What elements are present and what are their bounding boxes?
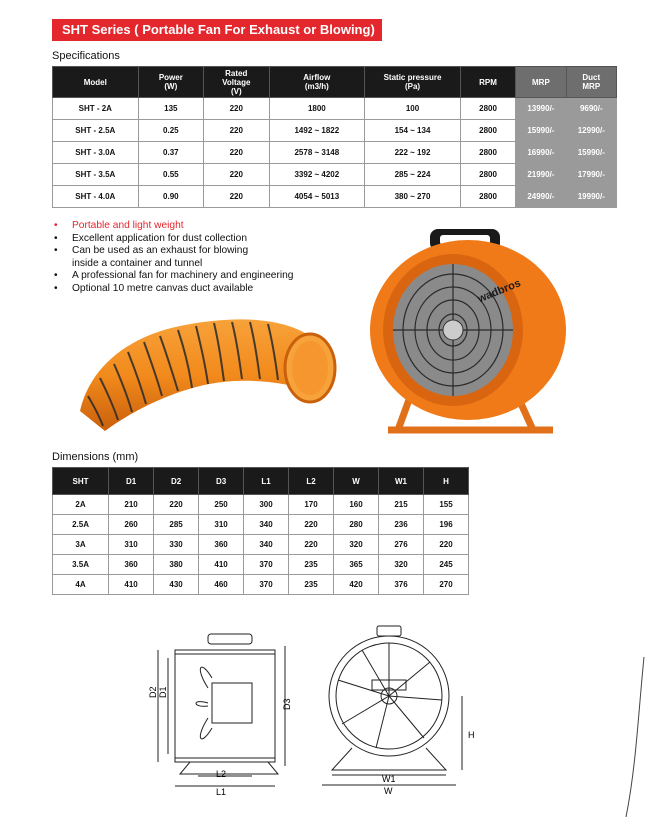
spec-cell: 2578 ~ 3148 xyxy=(269,142,365,164)
spec-cell: 135 xyxy=(138,98,203,120)
spec-cell: 0.25 xyxy=(138,120,203,142)
dim-cell: 270 xyxy=(423,575,468,595)
spec-cell: 24990/- xyxy=(516,186,566,208)
front-view-drawing xyxy=(312,620,482,798)
dim-cell: 215 xyxy=(379,495,424,515)
dim-cell: 310 xyxy=(109,535,154,555)
spec-cell: 0.37 xyxy=(138,142,203,164)
dim-cell: 285 xyxy=(154,515,199,535)
spec-col-static-pressure: Static pressure (Pa) xyxy=(365,67,461,98)
spec-col-power: Power (W) xyxy=(138,67,203,98)
dim-cell: 320 xyxy=(334,535,379,555)
dim-cell: 260 xyxy=(109,515,154,535)
spec-cell: 19990/- xyxy=(566,186,616,208)
dim-cell: 2A xyxy=(53,495,109,515)
dim-cell: 220 xyxy=(289,535,334,555)
dim-cell: 320 xyxy=(379,555,424,575)
dim-cell: 220 xyxy=(154,495,199,515)
dim-cell: 360 xyxy=(199,535,244,555)
spec-cell: 17990/- xyxy=(566,164,616,186)
dimensions-table xyxy=(52,467,469,595)
spec-header-row xyxy=(53,67,617,98)
spec-col-model: Model xyxy=(53,67,139,98)
dim-cell: 310 xyxy=(199,515,244,535)
dim-header-row xyxy=(53,468,469,495)
fan-product-image xyxy=(358,225,573,435)
drawing-housing xyxy=(175,650,275,762)
spec-cell: SHT - 3.5A xyxy=(53,164,139,186)
spec-cell: 15990/- xyxy=(516,120,566,142)
duct-opening-inner xyxy=(292,341,328,395)
dim-col-header: D3 xyxy=(199,468,244,495)
feature-item: • Excellent application for dust collection xyxy=(52,233,293,246)
dim-cell: 360 xyxy=(109,555,154,575)
spec-cell: 220 xyxy=(204,186,269,208)
spec-cell: 220 xyxy=(204,142,269,164)
spec-cell: SHT - 4.0A xyxy=(53,186,139,208)
spec-cell: 9690/- xyxy=(566,98,616,120)
drawing-stand xyxy=(180,762,278,774)
dim-cell: 210 xyxy=(109,495,154,515)
dim-col-header: W xyxy=(334,468,379,495)
spec-cell: 2800 xyxy=(460,186,515,208)
page-title: SHT Series ( Portable Fan For Exhaust or Blowing) xyxy=(52,19,382,41)
dim-cell: 170 xyxy=(289,495,334,515)
spec-cell: 222 ~ 192 xyxy=(365,142,461,164)
spec-cell: 154 ~ 134 xyxy=(365,120,461,142)
canvas-duct-image xyxy=(70,296,340,436)
spec-row xyxy=(53,142,617,164)
spec-cell: 4054 ~ 5013 xyxy=(269,186,365,208)
front-stand xyxy=(332,748,446,770)
dim-cell: 235 xyxy=(289,575,334,595)
dim-cell: 220 xyxy=(423,535,468,555)
spec-cell: 2800 xyxy=(460,142,515,164)
spec-col-rpm: RPM xyxy=(460,67,515,98)
dim-col-header: L2 xyxy=(289,468,334,495)
feature-continuation-text: inside a container and tunnel xyxy=(72,257,203,269)
dim-cell: 410 xyxy=(199,555,244,575)
dim-cell: 380 xyxy=(154,555,199,575)
dim-col-header: D2 xyxy=(154,468,199,495)
dim-cell: 250 xyxy=(199,495,244,515)
spec-col-mrp: MRP xyxy=(516,67,566,98)
dim-cell: 420 xyxy=(334,575,379,595)
spec-cell: 220 xyxy=(204,120,269,142)
dim-cell: 276 xyxy=(379,535,424,555)
dim-col-header: L1 xyxy=(244,468,289,495)
label-w1: W1 xyxy=(382,774,396,784)
spec-cell: 3392 ~ 4202 xyxy=(269,164,365,186)
feature-item-continuation xyxy=(52,258,293,271)
dim-row xyxy=(53,495,469,515)
dim-cell: 330 xyxy=(154,535,199,555)
spec-cell: 2800 xyxy=(460,120,515,142)
spec-cell: 12990/- xyxy=(566,120,616,142)
dim-cell: 340 xyxy=(244,535,289,555)
feature-item: • Portable and light weight xyxy=(52,220,293,233)
spec-cell: 285 ~ 224 xyxy=(365,164,461,186)
dim-cell: 245 xyxy=(423,555,468,575)
dim-cell: 376 xyxy=(379,575,424,595)
spec-cell: 2800 xyxy=(460,164,515,186)
drawing-blades xyxy=(196,667,212,739)
dim-row xyxy=(53,575,469,595)
dim-col-header: SHT xyxy=(53,468,109,495)
dim-row xyxy=(53,535,469,555)
dim-cell: 280 xyxy=(334,515,379,535)
label-d3: D3 xyxy=(282,698,292,710)
fan-hub xyxy=(443,320,463,340)
dim-cell: 3A xyxy=(53,535,109,555)
dim-cell: 4A xyxy=(53,575,109,595)
dim-cell: 3.5A xyxy=(53,555,109,575)
spec-cell: SHT - 2.5A xyxy=(53,120,139,142)
dim-cell: 2.5A xyxy=(53,515,109,535)
dim-cell: 460 xyxy=(199,575,244,595)
features-list xyxy=(52,220,293,296)
side-view-drawing xyxy=(150,628,300,798)
spec-cell: 15990/- xyxy=(566,142,616,164)
dim-cell: 410 xyxy=(109,575,154,595)
label-d1: D1 xyxy=(158,686,168,698)
spec-row xyxy=(53,186,617,208)
spec-cell: 220 xyxy=(204,98,269,120)
spec-cell: 1492 ~ 1822 xyxy=(269,120,365,142)
dim-cell: 370 xyxy=(244,575,289,595)
specifications-heading: Specifications xyxy=(52,50,120,62)
dim-col-header: D1 xyxy=(109,468,154,495)
label-l1: L1 xyxy=(216,787,227,797)
spec-cell: 380 ~ 270 xyxy=(365,186,461,208)
brand-logo: wadbros xyxy=(476,277,523,306)
dim-cell: 340 xyxy=(244,515,289,535)
label-h: H xyxy=(468,730,475,740)
specifications-table xyxy=(52,66,617,208)
spec-table-body xyxy=(53,98,617,208)
spec-row xyxy=(53,120,617,142)
dimensions-heading: Dimensions (mm) xyxy=(52,451,139,463)
dim-cell: 160 xyxy=(334,495,379,515)
spec-cell: 100 xyxy=(365,98,461,120)
dim-row xyxy=(53,515,469,535)
feature-item: • Optional 10 metre canvas duct available xyxy=(52,283,293,296)
dim-cell: 370 xyxy=(244,555,289,575)
spec-cell: SHT - 2A xyxy=(53,98,139,120)
spec-col-duct-mrp: Duct MRP xyxy=(566,67,616,98)
spec-cell: SHT - 3.0A xyxy=(53,142,139,164)
spec-row xyxy=(53,98,617,120)
spec-cell: 21990/- xyxy=(516,164,566,186)
spec-cell: 16990/- xyxy=(516,142,566,164)
spec-cell: 220 xyxy=(204,164,269,186)
spec-cell: 13990/- xyxy=(516,98,566,120)
feature-item: • A professional fan for machinery and engineering xyxy=(52,270,293,283)
dim-cell: 430 xyxy=(154,575,199,595)
spec-cell: 2800 xyxy=(460,98,515,120)
front-handle xyxy=(377,626,401,636)
spec-col-voltage: Rated Voltage (V) xyxy=(204,67,269,98)
dim-table-body xyxy=(53,495,469,595)
spec-cell: 1800 xyxy=(269,98,365,120)
dim-cell: 300 xyxy=(244,495,289,515)
dim-col-header: H xyxy=(423,468,468,495)
dim-cell: 196 xyxy=(423,515,468,535)
dim-cell: 220 xyxy=(289,515,334,535)
dim-cell: 235 xyxy=(289,555,334,575)
label-w: W xyxy=(384,786,393,796)
label-d2: D2 xyxy=(148,686,158,698)
dim-cell: 236 xyxy=(379,515,424,535)
dim-col-header: W1 xyxy=(379,468,424,495)
feature-item: • Can be used as an exhaust for blowing xyxy=(52,245,293,258)
spec-col-airflow: Airflow (m3/h) xyxy=(269,67,365,98)
drawing-handle xyxy=(208,634,252,644)
drawing-motor xyxy=(212,683,252,723)
spec-row xyxy=(53,164,617,186)
label-l2: L2 xyxy=(216,769,227,779)
dim-cell: 155 xyxy=(423,495,468,515)
spec-cell: 0.90 xyxy=(138,186,203,208)
spec-cell: 0.55 xyxy=(138,164,203,186)
dim-row xyxy=(53,555,469,575)
page-corner-curve xyxy=(606,657,646,817)
dim-cell: 365 xyxy=(334,555,379,575)
